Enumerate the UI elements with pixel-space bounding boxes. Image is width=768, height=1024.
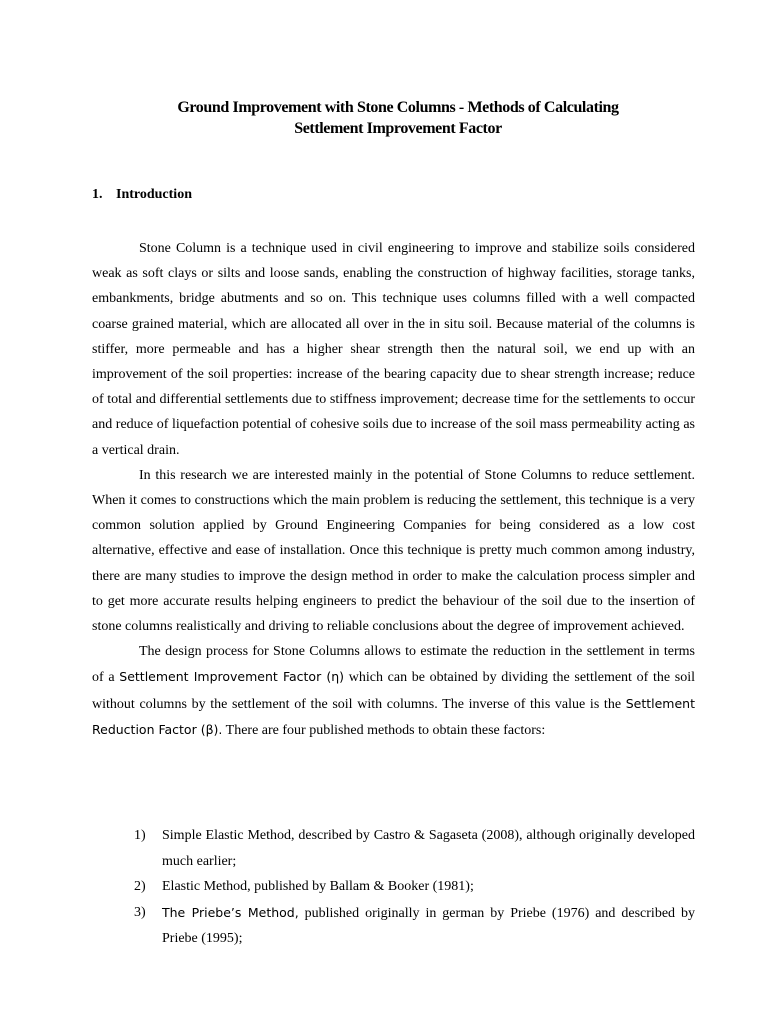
section-number: 1. xyxy=(92,187,103,202)
settlement-improvement-factor-term: Settlement Improvement Factor (η) xyxy=(119,669,345,685)
settlement-reduction-factor-term: Settlement Reduction Factor (β). xyxy=(92,695,695,737)
paragraph-3-text-a: The design process for Stone Columns allows to estimate the reduction in the settlement in terms of a xyxy=(92,644,695,686)
list-marker: 2) xyxy=(134,879,146,894)
list-item-text: Elastic Method, published by Ballam & Booker (1981); xyxy=(162,879,474,894)
list-marker: 3) xyxy=(134,904,146,920)
title-line-1: Ground Improvement with Stone Columns - Methods of Calculating xyxy=(177,99,619,116)
methods-list xyxy=(134,823,695,952)
list-item-text: Simple Elastic Method, described by Castro & Sagaseta (2008), although originally developed much earlier; xyxy=(162,828,695,869)
list-item xyxy=(134,823,695,874)
paragraph-3 xyxy=(92,639,695,743)
section-title: Introduction xyxy=(116,187,192,202)
list-item-text: published originally in german by Priebe (1976) and described by Priebe (1995); xyxy=(162,905,695,946)
list-marker: 1) xyxy=(134,828,146,843)
body-text xyxy=(92,236,695,743)
section-heading xyxy=(92,185,192,205)
paragraph-2: In this research we are interested mainly in the potential of Stone Columns to reduce settlement. When it comes to constructions which the main problem is reducing the settlement, this technique is a very common solution applied by Ground Engineering Companies for being considered as a low cost alternative, effective and ease of installation. Once this technique is pretty much common among industry, there are many studies to improve the design method in order to make the calculation process simpler and to get more accurate results helping engineers to predict the behaviour of the soil due to the insertion of stone columns realistically and driving to reliable conclusions about the degree of improvement achieved. xyxy=(92,467,695,635)
list-item xyxy=(134,874,695,900)
paragraph-3-text-c: which can be obtained by dividing the settlement of the soil without columns by the settlement of the soil with columns. The inverse of this value is the xyxy=(92,670,695,712)
list-item-text-method-name: The Priebe’s Method, xyxy=(162,904,299,920)
paragraph-1: Stone Column is a technique used in civil engineering to improve and stabilize soils considered weak as soft clays or silts and loose sands, enabling the construction of highway facilities, storage tanks, embankments, bridge abutments and so on. This technique uses columns filled with a well compacted coarse grained material, which are allocated all over in the in situ soil. Because material of the columns is stiffer, more permeable and has a higher shear strength then the natural soil, we end up with an improvement of the soil properties: increase of the bearing capacity due to shear strength increase; reduce of total and differential settlements due to stiffness improvement; decrease time for the settlements to occur and reduce of liquefaction potential of cohesive soils due to increase of the soil mass permeability acting as a vertical drain. xyxy=(92,241,695,458)
paragraph-3-text-e: There are four published methods to obtain these factors: xyxy=(222,722,546,738)
document-title xyxy=(0,97,768,139)
title-line-2: Settlement Improvement Factor xyxy=(294,120,502,137)
list-item xyxy=(134,900,695,952)
